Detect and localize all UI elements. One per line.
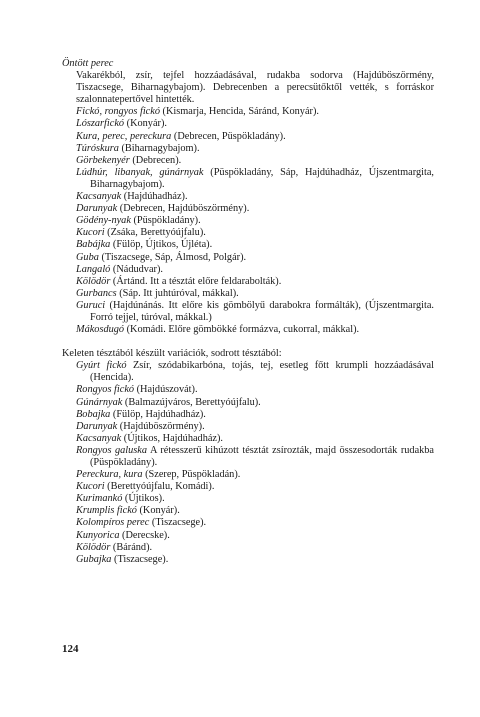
entry-text: (Tiszacsege, Sáp, Álmosd, Polgár). [98, 251, 247, 263]
list-item [62, 324, 434, 336]
list-item [62, 239, 434, 251]
entry-text: (Szerep, Püspökladán). [142, 469, 241, 481]
entry-text: (Balmazújváros, Berettyóújfalu). [122, 396, 261, 408]
list-item [62, 409, 434, 421]
list-item [62, 106, 434, 118]
entry-term: Rongyos galuska [76, 444, 148, 456]
entry-text: Zsír, szódabikarbóna, tojás, tej, esetleg főtt krumpli hozzáadásával (Hencida). [90, 360, 434, 384]
entry-text: (Hajdúhadház). [121, 191, 188, 203]
entry-text: (Debrecen, Püspökladány). [171, 130, 286, 142]
entry-term: Gúnárnyak [76, 396, 123, 408]
entry-text: (Debrecen, Hajdúböszörmény). [117, 203, 250, 215]
list-item [62, 384, 434, 396]
list-item [62, 252, 434, 264]
entry-term: Kölödör [76, 541, 111, 553]
entry-term: Kucori [76, 227, 105, 239]
entry-term: Kunyorica [76, 529, 120, 541]
entry-text: (Tiszacsege). [149, 517, 207, 529]
entry-term: Guruci [76, 299, 106, 311]
list-item [62, 481, 434, 493]
list-item [62, 155, 434, 167]
list-item [62, 542, 434, 554]
list-item [62, 530, 434, 542]
entry-text: (Zsáka, Berettyóújfalu). [104, 227, 206, 239]
entry-list-2 [62, 360, 434, 566]
entry-text: (Fülöp, Hajdúhadház). [110, 408, 206, 420]
entry-text: (Komádi. Előre gömbökké formázva, cukorral, mákkal). [124, 324, 360, 336]
list-item [62, 493, 434, 505]
entry-term: Kucori [76, 481, 105, 493]
entry-text: (Sáp. Itt juhtúróval, mákkal). [116, 287, 239, 299]
entry-text: (Konyár). [136, 505, 180, 517]
list-item [62, 276, 434, 288]
list-item [62, 143, 434, 155]
section-intro-paragraph: Vakarékból, zsír, tejfel hozzáadásával, rudakba sodorva (Hajdúböszörmény, Tiszacsege, Biharnagybajom). Debrecenben a perecsütőktől vették, s forráskor szalonnatepertővel hintették. [76, 70, 434, 106]
entry-list-1 [62, 106, 434, 336]
list-item [62, 264, 434, 276]
list-item [62, 118, 434, 130]
entry-text: (Nádudvar). [110, 263, 163, 275]
list-item [62, 215, 434, 227]
entry-term: Babájka [76, 239, 111, 251]
list-item [62, 360, 434, 384]
entry-text: (Debrecen). [129, 154, 182, 166]
entry-term: Krumplis fickó [76, 505, 137, 517]
entry-term: Lószarfickó [76, 118, 125, 130]
entry-term: Görbekenyér [76, 154, 130, 166]
section-spacer [62, 336, 434, 348]
section-heading-ontott-perec: Öntött perec [62, 58, 114, 69]
list-item [62, 421, 434, 433]
entry-term: Kacsanyak [76, 191, 122, 203]
entry-term: Kura, perec, pereckura [76, 130, 172, 142]
entry-text: (Derecske). [119, 529, 170, 541]
list-item [62, 131, 434, 143]
list-item [62, 505, 434, 517]
entry-term: Langaló [76, 263, 111, 275]
entry-term: Darunyak [76, 203, 118, 215]
entry-text: (Ártánd. Itt a tésztát előre feldarabolták). [110, 275, 282, 287]
entry-text: (Berettyóújfalu, Komádi). [104, 481, 215, 493]
entry-text: (Hajdúböszörmény). [117, 420, 205, 432]
entry-text: (Újtikos, Hajdúhadház). [121, 432, 223, 444]
list-item [62, 191, 434, 203]
list-item [62, 445, 434, 469]
list-item [62, 517, 434, 529]
entry-text: (Hajdúnánás. Itt előre kis gömbölyű darabokra formálták), (Újszentmargita. Forró tejjel, túróval, mákkal.) [90, 299, 434, 323]
entry-text: (Konyár). [124, 118, 167, 130]
entry-text: (Hajdúszovát). [134, 384, 198, 396]
list-item [62, 288, 434, 300]
list-item [62, 554, 434, 566]
entry-text: (Tiszacsege). [111, 553, 169, 565]
entry-term: Mákosdugó [76, 324, 125, 336]
entry-text: (Kismarja, Hencida, Sáránd, Konyár). [159, 106, 319, 118]
entry-text: (Püspökladány, Sáp, Hajdúhadház, Újszentmargita, Biharnagybajom). [90, 166, 434, 190]
text-column [62, 58, 434, 566]
list-item [62, 203, 434, 215]
entry-text: A rétesszerű kihúzott tésztát zsírozták, majd összesodorták rudakba (Püspökladány). [90, 444, 435, 468]
entry-term: Kölödör [76, 275, 111, 287]
list-item [62, 300, 434, 324]
entry-term: Lúdhúr, libanyak, gúnárnyak [76, 166, 204, 178]
entry-term: Kolompíros perec [76, 517, 150, 529]
entry-term: Gödény-nyak [76, 215, 131, 227]
entry-text: (Fülöp, Újtikos, Újléta). [110, 239, 213, 251]
list-item [62, 469, 434, 481]
list-item [62, 167, 434, 191]
entry-term: Darunyak [76, 420, 118, 432]
list-item [62, 227, 434, 239]
entry-term: Bobajka [76, 408, 111, 420]
entry-term: Guba [76, 251, 99, 263]
entry-term: Gurbancs [76, 287, 117, 299]
entry-term: Rongyos fickó [76, 384, 135, 396]
entry-term: Kurimankó [76, 493, 123, 505]
entry-term: Gyúrt fickó [76, 360, 127, 372]
page-number: 124 [62, 643, 79, 655]
list-item [62, 397, 434, 409]
entry-term: Pereckura, kura [76, 469, 143, 481]
entry-text: (Újtikos). [122, 493, 165, 505]
entry-text: (Biharnagybajom). [118, 142, 200, 154]
entry-term: Gubajka [76, 553, 112, 565]
section-heading-keleten: Keleten tésztából készült variációk, sodrott tésztából: [62, 348, 282, 360]
entry-term: Fickó, rongyos fickó [76, 106, 160, 118]
entry-text: (Püspökladány). [130, 215, 201, 227]
entry-term: Kacsanyak [76, 432, 122, 444]
entry-text: (Báránd). [110, 541, 153, 553]
list-item [62, 433, 434, 445]
entry-term: Túróskura [76, 142, 119, 154]
